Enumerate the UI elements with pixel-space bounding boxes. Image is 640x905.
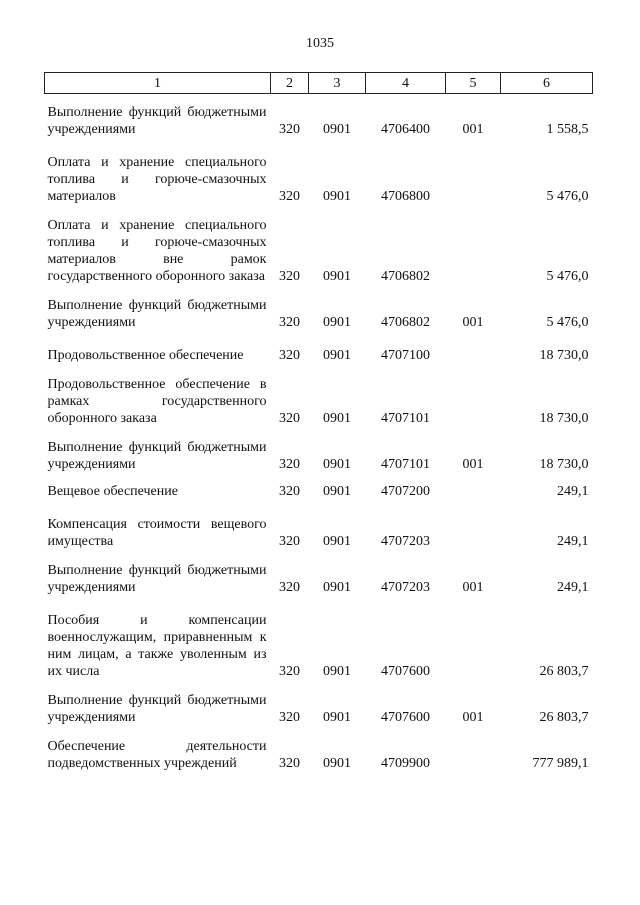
row-col2-code: 320 <box>279 269 300 284</box>
row-description: Выполнение функций бюджетными учреждениями <box>47 693 267 725</box>
page-number: 1035 <box>306 36 334 51</box>
row-col2-code: 320 <box>279 580 300 595</box>
row-col5-code <box>446 516 501 550</box>
row-description: Продовольственное обеспечение <box>47 348 244 363</box>
table-row <box>45 692 593 726</box>
table-row <box>45 738 593 772</box>
row-col4-code: 4707600 <box>381 664 430 679</box>
row-col5-code <box>446 612 501 680</box>
row-description: Вещевое обеспечение <box>47 484 178 499</box>
table-header <box>45 73 593 94</box>
row-col4-code: 4707203 <box>381 534 430 549</box>
column-header: 2 <box>271 73 309 94</box>
row-col3-code: 0901 <box>323 457 351 472</box>
row-description: Выполнение функций бюджетными учреждениями <box>47 563 267 595</box>
row-description: Оплата и хранение специального топлива и горюче-смазочных материалов вне рамок государственного оборонного заказа <box>47 218 267 284</box>
row-spacer <box>45 550 593 562</box>
row-spacer <box>45 94 593 105</box>
table-row <box>45 154 593 205</box>
row-amount: 18 730,0 <box>539 457 589 472</box>
row-col5-code: 001 <box>462 710 484 725</box>
row-col5-code <box>446 738 501 772</box>
row-spacer <box>45 205 593 217</box>
row-spacer <box>45 473 593 483</box>
header-row <box>45 73 593 94</box>
row-amount: 249,1 <box>557 534 589 549</box>
row-col3-code: 0901 <box>323 411 351 426</box>
row-col3-code: 0901 <box>323 756 351 771</box>
row-col4-code: 4706800 <box>381 189 430 204</box>
row-spacer <box>45 726 593 738</box>
row-col2-code: 320 <box>279 411 300 426</box>
column-header: 3 <box>309 73 366 94</box>
table-row <box>45 612 593 680</box>
row-col2-code: 320 <box>279 189 300 204</box>
row-description: Выполнение функций бюджетными учреждениями <box>47 298 267 330</box>
row-col3-code: 0901 <box>323 580 351 595</box>
row-spacer <box>45 364 593 376</box>
row-col5-code: 001 <box>462 580 484 595</box>
row-amount: 26 803,7 <box>539 664 589 679</box>
row-col4-code: 4707101 <box>381 457 430 472</box>
row-amount: 18 730,0 <box>539 411 589 426</box>
row-amount: 5 476,0 <box>546 189 589 204</box>
row-col5-code <box>446 154 501 205</box>
row-col4-code: 4709900 <box>381 756 430 771</box>
table-row <box>45 104 593 138</box>
row-description: Выполнение функций бюджетными учреждениями <box>47 105 267 137</box>
row-col4-code: 4706400 <box>381 122 430 137</box>
row-description: Пособия и компенсации военнослужащим, приравненным к ним лицам, а также уволенным из их числа <box>47 613 267 679</box>
row-col4-code: 4707600 <box>381 710 430 725</box>
table-row <box>45 347 593 364</box>
row-amount: 5 476,0 <box>546 269 589 284</box>
row-amount: 18 730,0 <box>539 348 589 363</box>
table-row <box>45 483 593 500</box>
table-row <box>45 562 593 596</box>
row-col5-code <box>446 217 501 285</box>
row-spacer <box>45 500 593 516</box>
row-spacer <box>45 427 593 439</box>
row-amount: 249,1 <box>557 484 589 499</box>
row-col2-code: 320 <box>279 756 300 771</box>
row-col4-code: 4706802 <box>381 315 430 330</box>
row-col2-code: 320 <box>279 457 300 472</box>
row-col3-code: 0901 <box>323 710 351 725</box>
row-col3-code: 0901 <box>323 269 351 284</box>
row-description: Продовольственное обеспечение в рамках государственного оборонного заказа <box>47 377 267 426</box>
table-row <box>45 516 593 550</box>
row-col5-code: 001 <box>462 122 484 137</box>
row-col4-code: 4707200 <box>381 484 430 499</box>
budget-table <box>44 72 593 772</box>
row-col3-code: 0901 <box>323 122 351 137</box>
column-header: 1 <box>45 73 271 94</box>
row-col5-code <box>446 376 501 427</box>
row-description: Выполнение функций бюджетными учреждениями <box>47 440 267 472</box>
table-row <box>45 439 593 473</box>
row-col2-code: 320 <box>279 710 300 725</box>
row-amount: 777 989,1 <box>532 756 589 771</box>
row-amount: 249,1 <box>557 580 589 595</box>
row-spacer <box>45 138 593 154</box>
table-body <box>45 94 593 773</box>
row-col4-code: 4707203 <box>381 580 430 595</box>
row-col4-code: 4706802 <box>381 269 430 284</box>
row-spacer <box>45 680 593 692</box>
row-col5-code: 001 <box>462 315 484 330</box>
row-col3-code: 0901 <box>323 348 351 363</box>
row-spacer <box>45 596 593 612</box>
row-col3-code: 0901 <box>323 484 351 499</box>
row-amount: 1 558,5 <box>546 122 589 137</box>
row-description: Обеспечение деятельности подведомственных учреждений <box>47 739 267 771</box>
row-col2-code: 320 <box>279 315 300 330</box>
table-row <box>45 376 593 427</box>
row-col2-code: 320 <box>279 484 300 499</box>
row-col2-code: 320 <box>279 534 300 549</box>
row-description: Оплата и хранение специального топлива и горюче-смазочных материалов <box>47 155 267 204</box>
row-col4-code: 4707100 <box>381 348 430 363</box>
row-col3-code: 0901 <box>323 664 351 679</box>
row-col4-code: 4707101 <box>381 411 430 426</box>
row-spacer <box>45 285 593 297</box>
row-col3-code: 0901 <box>323 534 351 549</box>
row-col2-code: 320 <box>279 122 300 137</box>
column-header: 6 <box>501 73 593 94</box>
column-header: 5 <box>446 73 501 94</box>
row-col5-code <box>446 483 501 500</box>
row-col5-code <box>446 347 501 364</box>
row-amount: 5 476,0 <box>546 315 589 330</box>
row-amount: 26 803,7 <box>539 710 589 725</box>
column-header: 4 <box>366 73 446 94</box>
row-col2-code: 320 <box>279 664 300 679</box>
table-row <box>45 297 593 331</box>
row-spacer <box>45 331 593 347</box>
table-row <box>45 217 593 285</box>
row-col3-code: 0901 <box>323 189 351 204</box>
row-col3-code: 0901 <box>323 315 351 330</box>
row-col2-code: 320 <box>279 348 300 363</box>
row-col5-code: 001 <box>462 457 484 472</box>
row-description: Компенсация стоимости вещевого имущества <box>47 517 267 549</box>
